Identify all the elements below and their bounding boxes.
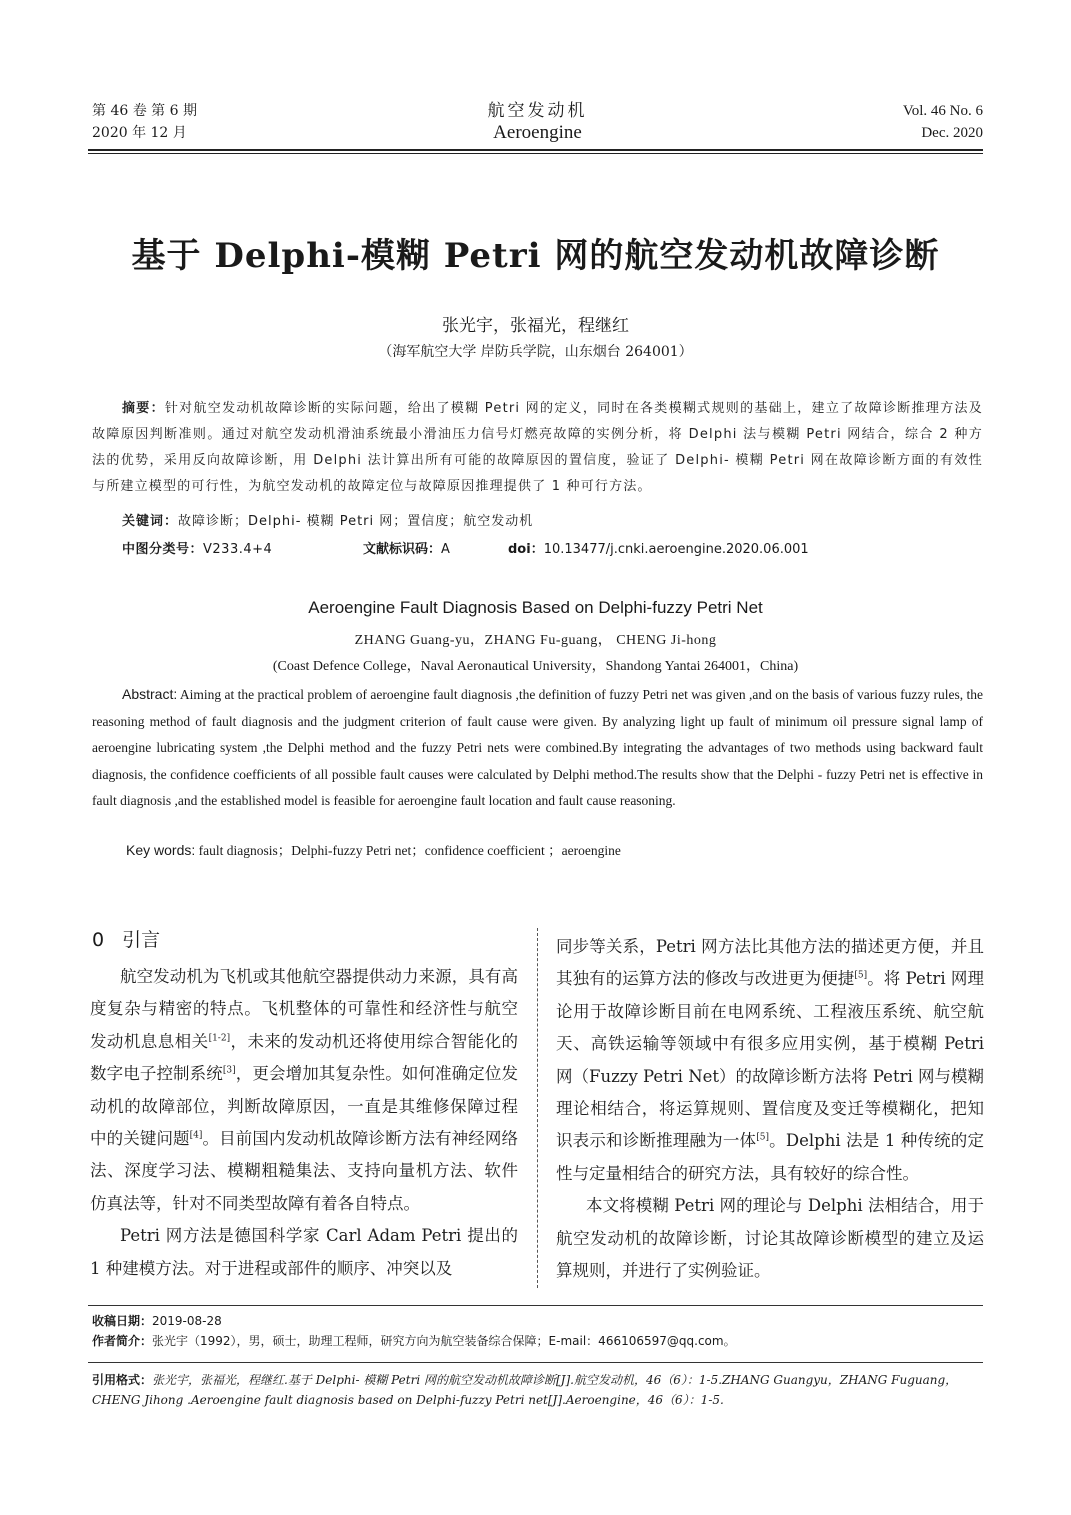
citation-text: 张光宇，张福光，程继红.基于 Delphi- 模糊 Petri 网的航空发动机故障诊断[J].航空发动机，46（6）：1-5.ZHANG Guangyu，ZHANG Fuguang，CHENG Jihong .Aeroengine fault diagnosis based on Delphi-fuzzy Petri net[J].Aeroengine，46（6）：1-5. (92, 1373, 958, 1407)
author-bio-label: 作者简介： (92, 1334, 153, 1348)
citation-ref[interactable]: [5] (854, 970, 868, 981)
author-list: 张光宇，张福光，程继红 (442, 316, 629, 336)
text-run: 。目前国内发动机故障诊断方法有神经网络法、深度学习法、模糊粗糙集法、支持向量机方法、软件仿真法等，针对不同类型故障有着各自特点。 (90, 1129, 519, 1213)
issue-date: 2020 年 12 月 (92, 125, 187, 141)
volume-issue: 第 46 卷 第 6 期 (92, 103, 197, 119)
header-rule-thin (88, 153, 983, 154)
paragraph: 本文将模糊 Petri 网的理论与 Delphi 法相结合，用于航空发动机的故障诊断，讨论其故障诊断模型的建立及运算规则，并进行了实例验证。 (556, 1196, 984, 1281)
citation-ref[interactable]: [5] (756, 1132, 769, 1143)
running-header (92, 100, 983, 150)
classification-label: 中图分类号： (122, 542, 204, 557)
english-abstract-text: Aiming at the practical problem of aeroengine fault diagnosis ,the definition of fuzzy Petri net was given ,and on the basis of various fuzzy rules, the reasoning method of fault diagnosis and the judgment criterion of fault cause were given. By analyzing light up fault of minimum oil pressure signal lamp of aeroengine lubricating system ,the Delphi method and the fuzzy Petri nets were combined.By integrating the advantages of two methods using backward fault diagnosis, the confidence coefficients of all possible fault causes were calculated by Delphi method.The results show that the Delphi - fuzzy Petri net is effective in fault diagnosis ,and the established model is feasible for aeroengine fault location and fault cause reasoning. (92, 687, 983, 808)
text-run: ，更会增加其复杂性。如何准确定位发动机的故障部位，判断故障原因，一直是其维修保障过程中的关键问题 (90, 1064, 519, 1149)
document-code-label: 文献标识码： (363, 542, 442, 557)
english-keywords-label: Key words: (126, 842, 196, 858)
english-authors: ZHANG Guang-yu，ZHANG Fu-guang， CHENG Ji-hong (354, 633, 717, 648)
section-title: 引言 (122, 929, 161, 951)
document-code (363, 538, 450, 557)
section-number: 0 (92, 929, 105, 951)
english-keywords (126, 839, 983, 859)
column-divider (537, 928, 538, 1288)
issue-date-en: Dec. 2020 (921, 125, 983, 141)
english-keywords-text: fault diagnosis；Delphi-fuzzy Petri net；confidence coefficient ；aeroengine (198, 843, 621, 858)
received-value: 2019-08-28 (152, 1314, 222, 1328)
issue-info-en (903, 100, 983, 144)
paragraph (90, 961, 518, 1220)
affiliation: （海军航空大学 岸防兵学院，山东烟台 264001） (378, 344, 693, 360)
english-abstract (92, 681, 983, 815)
text-run: 航空发动机为飞机或其他航空器提供动力来源，具有高度复杂与精密的特点。飞机整体的可靠性和经济性与航空发动机息息相关 (90, 967, 518, 1051)
body-column-right (556, 931, 984, 1287)
english-affiliation: (Coast Defence College，Naval Aeronautical University，Shandong Yantai 264001，China) (272, 659, 799, 674)
classification-value: V233.4+4 (203, 542, 273, 557)
paragraph (556, 931, 984, 1190)
text-run: 。Delphi 法是 1 种传统的定性与定量相结合的研究方法，具有较好的综合性。 (556, 1131, 984, 1183)
citation-ref[interactable]: [4] (189, 1130, 203, 1141)
abstract-cn-label: 摘要： (122, 401, 165, 416)
classification-number (122, 538, 272, 557)
doi (508, 538, 809, 557)
abstract-cn (92, 396, 983, 500)
text-run: 。将 Petri 网理论用于故障诊断目前在电网系统、工程液压系统、航空航天、高铁运输等领域中有很多应用实例，基于模糊 Petri 网（Fuzzy Petri Net）的故障诊断方法将 Petri 网与模糊理论相结合，将运算规则、置信度及变迁等模糊化，把知识表示和诊断推理融为一体 (556, 969, 984, 1151)
citation-format (92, 1370, 983, 1410)
received-date (92, 1311, 983, 1331)
body-column-left (90, 961, 518, 1285)
abstract-cn-text: 针对航空发动机故障诊断的实际问题，给出了模糊 Petri 网的定义，同时在各类模糊式规则的基础上，建立了故障诊断推理方法及故障原因判断准则。通过对航空发动机滑油系统最小滑油压力信号灯燃亮故障的实例分析，将 Delphi 法与模糊 Petri 网结合，综合 2 种方法的优势，采用反向故障诊断，用 Delphi 法计算出所有可能的故障原因的置信度，验证了 Delphi- 模糊 Petri 网在故障诊断方面的有效性与所建立模型的可行性，为航空发动机的故障定位与故障原因推理提供了 1 种可行方法。 (92, 401, 983, 494)
footnote-rule (88, 1305, 983, 1306)
citation-ref[interactable]: [1-2] (208, 1033, 231, 1044)
journal-name-cn: 航空发动机 (487, 101, 588, 121)
text-run: ，未来的发动机还将使用综合智能化的数字电子控制系统 (90, 1031, 519, 1084)
paper-title: 基于 Delphi-模糊 Petri 网的航空发动机故障诊断 (131, 236, 940, 276)
document-code-value: A (441, 542, 450, 557)
received-label: 收稿日期： (92, 1314, 153, 1328)
doi-value: 10.13477/j.cnki.aeroengine.2020.06.001 (543, 542, 809, 557)
author-bio (92, 1331, 983, 1351)
text-run: 同步等关系，Petri 网方法比其他方法的描述更方便，并且其独有的运算方法的修改与改进更为便捷 (556, 937, 984, 989)
journal-name-en: Aeroengine (493, 122, 582, 143)
doi-label: doi： (508, 542, 544, 557)
citation-ref[interactable]: [3] (222, 1065, 236, 1076)
header-rule (88, 149, 983, 151)
keywords-cn-text: 故障诊断；Delphi- 模糊 Petri 网；置信度；航空发动机 (178, 514, 534, 529)
english-title: Aeroengine Fault Diagnosis Based on Delphi-fuzzy Petri Net (308, 598, 763, 617)
volume-issue-en: Vol. 46 No. 6 (902, 103, 983, 119)
author-bio-text: 张光宇（1992），男，硕士，助理工程师，研究方向为航空装备综合保障；E-mail：466106597@qq.com。 (152, 1334, 736, 1348)
paragraph: Petri 网方法是德国科学家 Carl Adam Petri 提出的 1 种建模方法。对于进程或部件的顺序、冲突以及 (90, 1226, 518, 1278)
journal-name (92, 100, 983, 144)
keywords-cn-label: 关键词： (122, 514, 179, 529)
section-heading (92, 925, 160, 952)
citation-label: 引用格式： (92, 1373, 153, 1387)
english-abstract-label: Abstract: (122, 686, 178, 702)
citation-rule (88, 1362, 983, 1363)
keywords-cn (122, 510, 983, 529)
